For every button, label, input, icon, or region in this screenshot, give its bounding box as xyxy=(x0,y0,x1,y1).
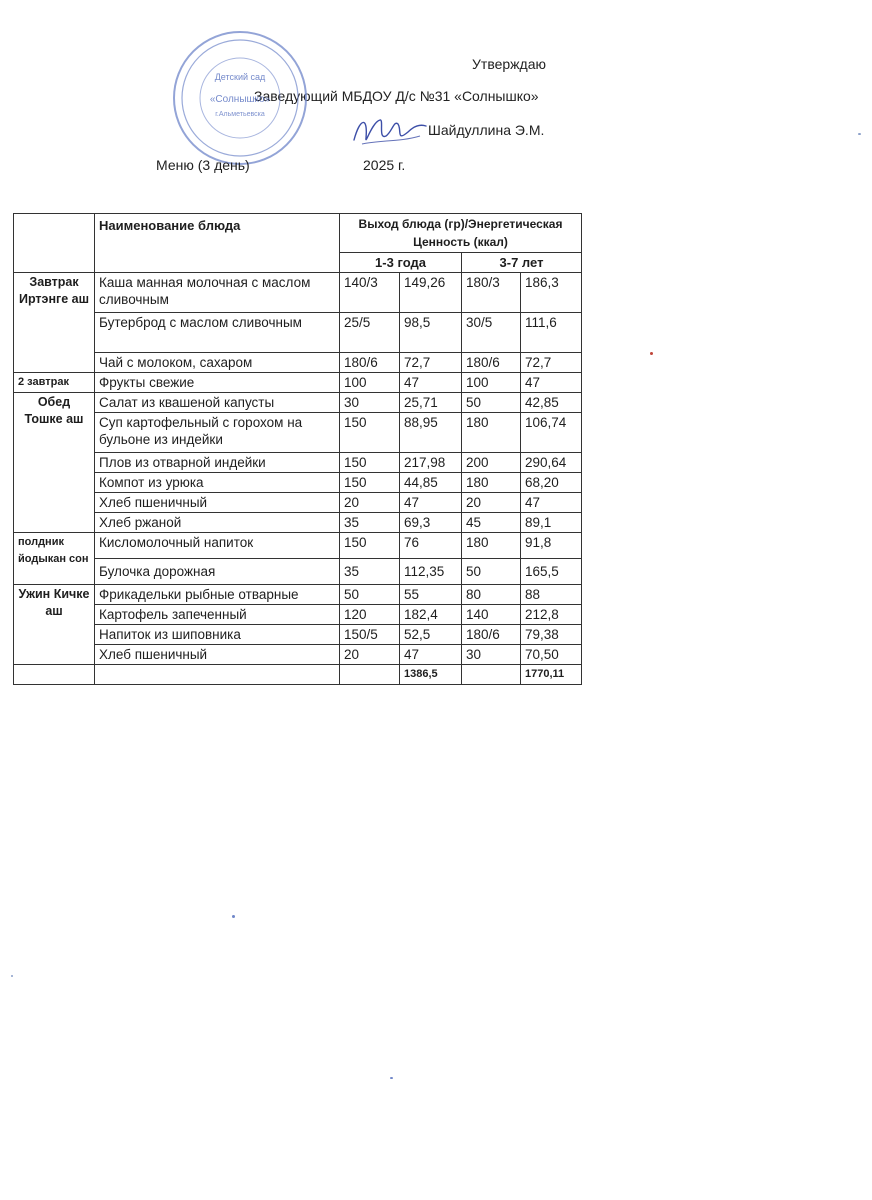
dish-name: Картофель запеченный xyxy=(95,605,340,625)
yield-3-7: 180/3 xyxy=(462,273,521,313)
dish-name: Булочка дорожная xyxy=(95,559,340,585)
energy-3-7: 47 xyxy=(521,493,582,513)
scan-speck xyxy=(232,915,235,918)
yield-3-7: 180 xyxy=(462,413,521,453)
energy-3-7: 88 xyxy=(521,585,582,605)
energy-1-3: 55 xyxy=(400,585,462,605)
total-empty-cell xyxy=(95,665,340,685)
yield-1-3: 20 xyxy=(340,645,400,665)
energy-1-3: 47 xyxy=(400,373,462,393)
yield-3-7: 140 xyxy=(462,605,521,625)
dish-name: Суп картофельный с горохом на бульоне из индейки xyxy=(95,413,340,453)
energy-3-7: 186,3 xyxy=(521,273,582,313)
energy-1-3: 72,7 xyxy=(400,353,462,373)
yield-1-3: 20 xyxy=(340,493,400,513)
yield-1-3: 150 xyxy=(340,453,400,473)
yield-3-7: 20 xyxy=(462,493,521,513)
energy-1-3: 47 xyxy=(400,493,462,513)
header-dish-name: Наименование блюда xyxy=(95,214,340,273)
yield-1-3: 35 xyxy=(340,559,400,585)
energy-1-3: 44,85 xyxy=(400,473,462,493)
energy-1-3: 149,26 xyxy=(400,273,462,313)
energy-3-7: 91,8 xyxy=(521,533,582,559)
menu-table xyxy=(13,213,582,685)
energy-1-3: 69,3 xyxy=(400,513,462,533)
total-energy-3-7: 1770,11 xyxy=(521,665,582,685)
energy-1-3: 112,35 xyxy=(400,559,462,585)
dish-name: Бутерброд с маслом сливочным xyxy=(95,313,340,353)
energy-3-7: 106,74 xyxy=(521,413,582,453)
energy-3-7: 79,38 xyxy=(521,625,582,645)
yield-3-7: 30/5 xyxy=(462,313,521,353)
scan-speck xyxy=(11,975,13,977)
yield-3-7: 80 xyxy=(462,585,521,605)
yield-1-3: 140/3 xyxy=(340,273,400,313)
energy-1-3: 88,95 xyxy=(400,413,462,453)
approve-label: Утверждаю xyxy=(472,56,546,72)
header-empty-cell xyxy=(14,214,95,273)
yield-3-7: 30 xyxy=(462,645,521,665)
scan-speck xyxy=(390,1077,393,1079)
dish-name: Хлеб ржаной xyxy=(95,513,340,533)
dish-name: Плов из отварной индейки xyxy=(95,453,340,473)
signature xyxy=(350,110,430,152)
energy-3-7: 42,85 xyxy=(521,393,582,413)
yield-1-3: 150 xyxy=(340,413,400,453)
dish-name: Хлеб пшеничный xyxy=(95,645,340,665)
total-empty-cell xyxy=(462,665,521,685)
menu-title: Меню (3 день) xyxy=(156,157,250,173)
yield-1-3: 150/5 xyxy=(340,625,400,645)
scan-speck xyxy=(650,352,653,355)
total-energy-1-3: 1386,5 xyxy=(400,665,462,685)
energy-3-7: 70,50 xyxy=(521,645,582,665)
dish-name: Фрикадельки рыбные отварные xyxy=(95,585,340,605)
yield-3-7: 100 xyxy=(462,373,521,393)
yield-3-7: 180 xyxy=(462,473,521,493)
dish-name: Кисломолочный напиток xyxy=(95,533,340,559)
yield-3-7: 180/6 xyxy=(462,625,521,645)
menu-year: 2025 г. xyxy=(363,157,406,173)
total-empty-cell xyxy=(340,665,400,685)
header-age-1-3: 1-3 года xyxy=(340,253,462,273)
yield-3-7: 50 xyxy=(462,393,521,413)
yield-1-3: 25/5 xyxy=(340,313,400,353)
header-yield-energy: Выход блюда (гр)/Энергетическая Ценность (ккал) xyxy=(340,214,582,253)
energy-1-3: 182,4 xyxy=(400,605,462,625)
energy-3-7: 165,5 xyxy=(521,559,582,585)
dish-name: Компот из урюка xyxy=(95,473,340,493)
head-title: Заведующий МБДОУ Д/с №31 «Солнышко» xyxy=(254,88,539,104)
energy-1-3: 47 xyxy=(400,645,462,665)
dish-name: Хлеб пшеничный xyxy=(95,493,340,513)
yield-1-3: 180/6 xyxy=(340,353,400,373)
energy-1-3: 52,5 xyxy=(400,625,462,645)
yield-3-7: 50 xyxy=(462,559,521,585)
stamp-org: Детский сад xyxy=(214,72,266,82)
yield-3-7: 45 xyxy=(462,513,521,533)
yield-1-3: 100 xyxy=(340,373,400,393)
meal-label-second-breakfast: 2 завтрак xyxy=(14,373,95,393)
yield-3-7: 200 xyxy=(462,453,521,473)
stamp-city: г.Альметьевска xyxy=(215,111,265,118)
scan-speck xyxy=(858,133,861,135)
dish-name: Салат из квашеной капусты xyxy=(95,393,340,413)
yield-1-3: 120 xyxy=(340,605,400,625)
energy-1-3: 217,98 xyxy=(400,453,462,473)
meal-label-breakfast: Завтрак Иртэнге аш xyxy=(14,273,95,373)
energy-1-3: 25,71 xyxy=(400,393,462,413)
total-empty-cell xyxy=(14,665,95,685)
yield-3-7: 180/6 xyxy=(462,353,521,373)
energy-3-7: 212,8 xyxy=(521,605,582,625)
yield-1-3: 35 xyxy=(340,513,400,533)
energy-3-7: 111,6 xyxy=(521,313,582,353)
energy-1-3: 98,5 xyxy=(400,313,462,353)
meal-label-lunch: Обед Тошке аш xyxy=(14,393,95,533)
yield-1-3: 50 xyxy=(340,585,400,605)
energy-3-7: 47 xyxy=(521,373,582,393)
dish-name: Каша манная молочная с маслом сливочным xyxy=(95,273,340,313)
dish-name: Фрукты свежие xyxy=(95,373,340,393)
energy-3-7: 290,64 xyxy=(521,453,582,473)
yield-3-7: 180 xyxy=(462,533,521,559)
yield-1-3: 150 xyxy=(340,533,400,559)
energy-1-3: 76 xyxy=(400,533,462,559)
energy-3-7: 68,20 xyxy=(521,473,582,493)
dish-name: Чай с молоком, сахаром xyxy=(95,353,340,373)
header-age-3-7: 3-7 лет xyxy=(462,253,582,273)
meal-label-afternoon-snack: полдник йодыкан сон xyxy=(14,533,95,585)
yield-1-3: 150 xyxy=(340,473,400,493)
stamp-kindergarten: «Солнышко» xyxy=(209,94,271,105)
meal-label-dinner: Ужин Кичке аш xyxy=(14,585,95,665)
energy-3-7: 72,7 xyxy=(521,353,582,373)
dish-name: Напиток из шиповника xyxy=(95,625,340,645)
head-name: Шайдуллина Э.М. xyxy=(428,122,545,138)
official-stamp xyxy=(170,28,310,168)
yield-1-3: 30 xyxy=(340,393,400,413)
energy-3-7: 89,1 xyxy=(521,513,582,533)
